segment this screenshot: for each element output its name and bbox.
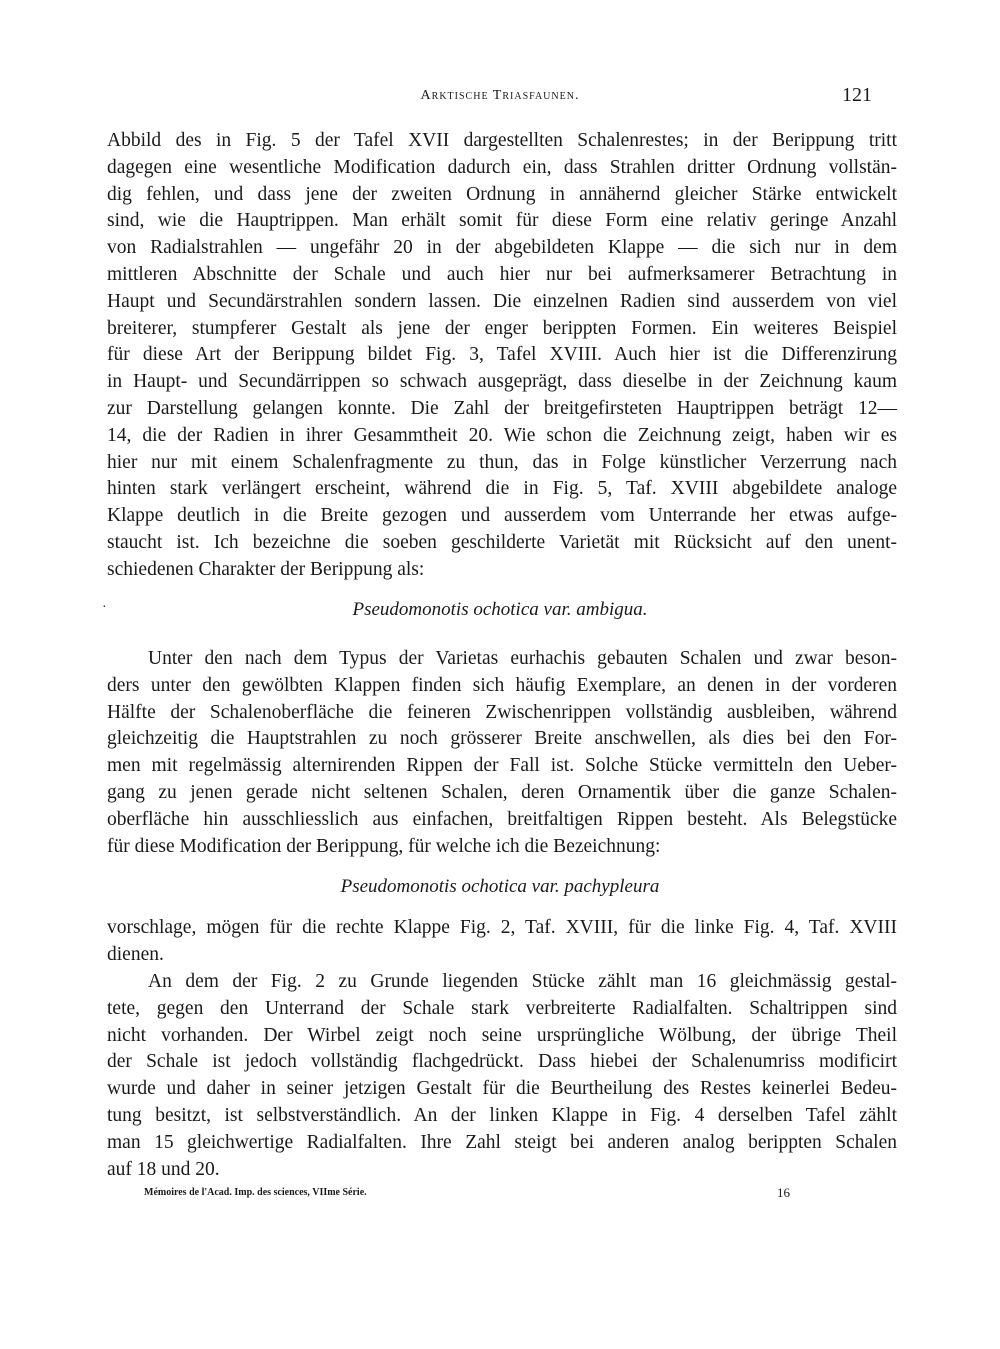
text-line: hinten stark verlängert erscheint, während die in Fig. 5, Taf. XVIII abgebildete analoge <box>107 478 897 500</box>
stray-dot: · <box>102 600 107 615</box>
paragraph-1 <box>107 128 897 584</box>
signature-mark: 16 <box>777 1185 790 1200</box>
text-line: hier nur mit einem Schalenfragmente zu thun, das in Folge künstlicher Verzerrung nach <box>107 451 897 473</box>
text-line: tung besitzt, ist selbstverständlich. An der linken Klappe in Fig. 4 derselben Tafel zählt <box>107 1104 897 1126</box>
text-line: sind, wie die Hauptrippen. Man erhält somit für diese Form eine relativ geringe Anzahl <box>107 210 897 232</box>
running-title: Arktische Triasfaunen. <box>420 88 580 103</box>
text-line: dig fehlen, und dass jene der zweiten Ordnung in annähernd gleicher Stärke entwickelt <box>107 183 897 205</box>
text-line: schiedenen Charakter der Berippung als: <box>107 558 425 580</box>
text-line: Abbild des in Fig. 5 der Tafel XVII dargestellten Schalenrestes; in der Berippung tritt <box>107 130 897 151</box>
page-number: 121 <box>842 84 872 106</box>
text-line: man 15 gleichwertige Radialfalten. Ihre Zahl steigt bei anderen analog berippten Schalen <box>107 1131 897 1153</box>
section-heading-pachypleura: Pseudomonotis ochotica var. pachypleura <box>340 876 660 897</box>
text-line: nicht vorhanden. Der Wirbel zeigt noch seine ursprüngliche Wölbung, der übrige Theil <box>107 1024 897 1046</box>
text-line: vorschlage, mögen für die rechte Klappe Fig. 2, Taf. XVIII, für die linke Fig. 4, Taf. XVIII <box>107 917 897 938</box>
text-line: zur Darstellung gelangen konnte. Die Zahl der breitgefirsteten Hauptrippen beträgt 12— <box>107 397 897 419</box>
text-line: An dem der Fig. 2 zu Grunde liegenden Stücke zählt man 16 gleichmässig gestal- <box>148 971 897 992</box>
text-line: für diese Modification der Berippung, für welche ich die Bezeichnung: <box>107 835 661 857</box>
text-line: gang zu jenen gerade nicht seltenen Schalen, deren Ornamentik über die ganze Schalen- <box>107 781 897 803</box>
text-line: staucht ist. Ich bezeichne die soeben geschilderte Varietät mit Rücksicht auf den unent- <box>107 531 897 553</box>
text-line: auf 18 und 20. <box>107 1158 220 1180</box>
text-line: Klappe deutlich in die Breite gezogen und ausserdem vom Unterrande her etwas aufge- <box>107 505 897 527</box>
paragraph-2 <box>107 646 897 860</box>
text-line: für diese Art der Berippung bildet Fig. 3, Tafel XVIII. Auch hier ist die Differenzirung <box>107 344 897 366</box>
text-line: ders unter den gewölbten Klappen finden sich häufig Exemplare, an denen in der vorderen <box>107 674 897 696</box>
text-line: Unter den nach dem Typus der Varietas eurhachis gebauten Schalen und zwar beson- <box>148 648 897 669</box>
paragraph-3 <box>107 915 897 969</box>
text-line: wurde und daher in seiner jetzigen Gestalt für die Beurtheilung des Restes keinerlei Bedeu- <box>107 1078 897 1100</box>
paragraph-4 <box>107 969 897 1183</box>
text-line: in Haupt- und Secundärrippen so schwach ausgeprägt, dass dieselbe in der Zeichnung kaum <box>107 371 897 393</box>
text-line: gleichzeitig die Hauptstrahlen zu noch grösserer Breite anschwellen, als dies bei den For- <box>107 728 897 750</box>
section-heading-ambigua: Pseudomonotis ochotica var. ambigua. <box>352 599 648 620</box>
text-line: Hälfte der Schalenoberfläche die feineren Zwischenrippen vollständig ausbleiben, während <box>107 701 897 723</box>
publication-footer: Mémoires de l'Acad. Imp. des sciences, VIIme Série. <box>144 1187 367 1198</box>
text-line: tete, gegen den Unterrand der Schale stark verbreiterte Radialfalten. Schaltrippen sind <box>107 997 897 1019</box>
text-line: der Schale ist jedoch vollständig flachgedrückt. Dass hiebei der Schalenumriss modificirt <box>107 1051 897 1073</box>
text-line: oberfläche hin ausschliesslich aus einfachen, breitfaltigen Rippen besteht. Als Belegstücke <box>107 808 897 830</box>
text-line: breiterer, stumpferer Gestalt als jene der enger berippten Formen. Ein weiteres Beispiel <box>107 317 897 339</box>
text-line: dagegen eine wesentliche Modification dadurch ein, dass Strahlen dritter Ordnung vollstän- <box>107 156 897 178</box>
text-line: von Radialstrahlen — ungefähr 20 in der abgebildeten Klappe — die sich nur in dem <box>107 237 897 259</box>
text-line: 14, die der Radien in ihrer Gesammtheit 20. Wie schon die Zeichnung zeigt, haben wir es <box>107 424 897 446</box>
text-line: men mit regelmässig alternirenden Rippen der Fall ist. Solche Stücke vermitteln den Ueber- <box>107 755 897 777</box>
text-line: dienen. <box>107 943 164 965</box>
text-line: mittleren Abschnitte der Schale und auch hier nur bei aufmerksamerer Betrachtung in <box>107 263 897 285</box>
text-line: Haupt und Secundärstrahlen sondern lassen. Die einzelnen Radien sind ausserdem von viel <box>107 290 897 312</box>
